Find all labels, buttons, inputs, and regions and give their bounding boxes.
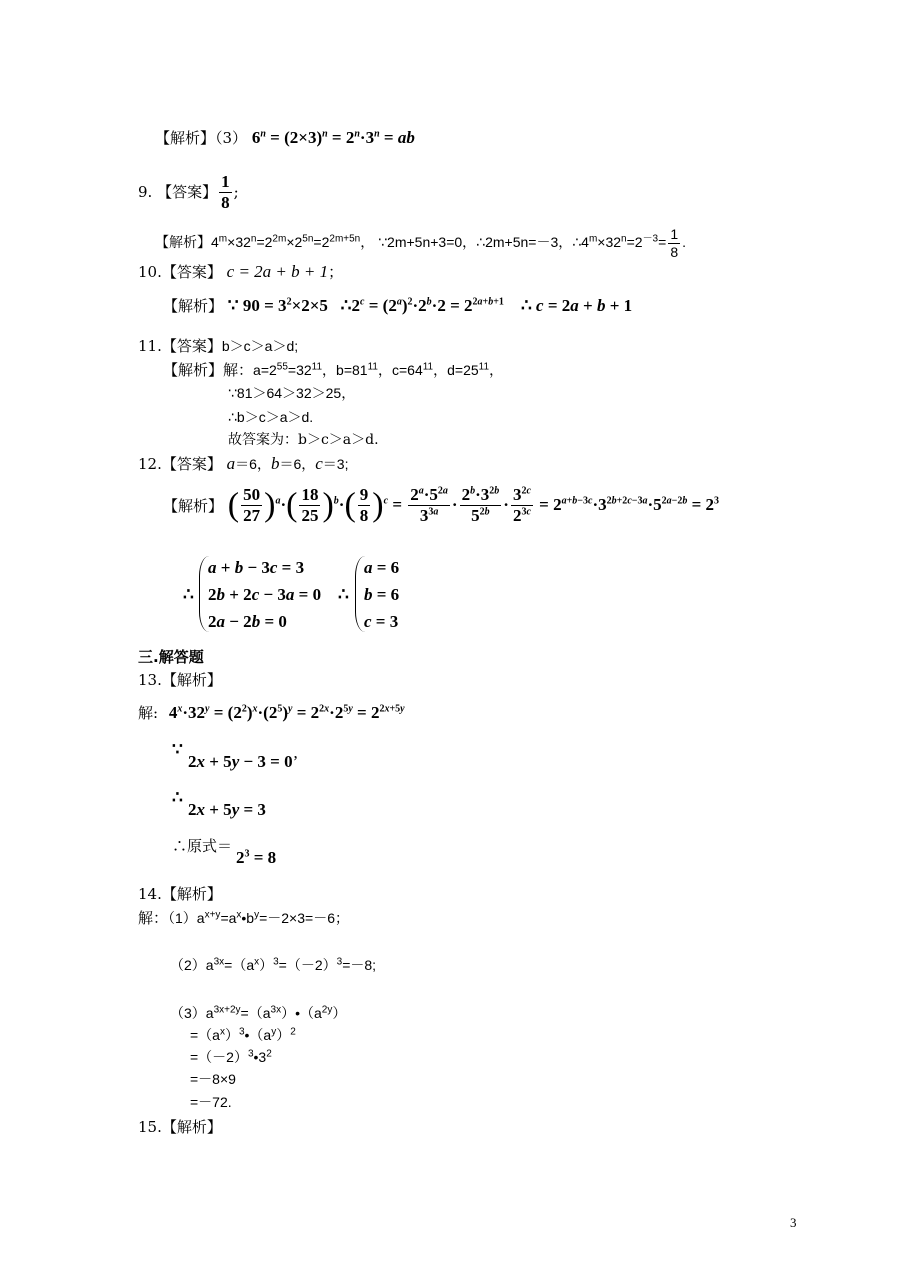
q13-number: 13. — [138, 671, 162, 689]
q11-analysis-label: 【解析】 — [163, 361, 224, 379]
q15-analysis-label: 【解析】 — [161, 1118, 222, 1136]
page-number: 3 — [790, 1215, 797, 1230]
q8-formula: $6^n = (2\times 3)^n = 2^n\cdot 3^n$ = ab — [251, 128, 415, 147]
q10-analysis-label: 【解析】 — [163, 297, 224, 315]
q14-part3-line3: $=(-2)^3•3^2$ — [190, 1048, 272, 1065]
q12-analysis-line — [163, 485, 719, 527]
q10-analysis-formula: ∵ $90 = 3^2\times 2\times 5$ $\therefore 2^c = (2^a)^2\cdot 2^b\cdot 2 = 2^{2a+b+1}$ ∴ c = 2a + b + 1 — [227, 296, 633, 315]
q14-number: 14. — [138, 885, 162, 903]
q11-analysis-line3: ∴b＞c＞a＞d. — [228, 409, 314, 425]
q10-answer: c = 2a + b + 1 — [226, 262, 329, 281]
q10-semicolon: ； — [328, 263, 344, 281]
q8-analysis-label: 【解析】 — [155, 129, 216, 147]
q13-result: $2^3 = 8$ — [236, 848, 277, 867]
q12-system2-eq2: b = 6 — [364, 585, 400, 604]
q12-system1-eq3: 2a − 2b = 0 — [208, 612, 287, 631]
q9-analysis-label: 【解析】 — [155, 235, 211, 251]
q12-system2-eq3: c = 3 — [364, 612, 399, 631]
q12-number: 12. — [138, 455, 162, 473]
q14-part3-line5: =－72. — [190, 1094, 232, 1110]
q12-therefore-1: ∴ — [183, 585, 194, 604]
q11-answer: b＞c＞a＞d; — [221, 338, 299, 354]
q15-header — [138, 1118, 222, 1136]
q14-analysis-label: 【解析】 — [161, 885, 222, 903]
q10-number: 10. — [138, 263, 162, 281]
q13-therefore: ∴ — [172, 788, 183, 807]
q13-because: ∵ — [172, 740, 183, 759]
q12-answer: a — [226, 454, 236, 473]
q12-therefore-2: ∴ — [338, 585, 349, 604]
q12-answer-line: 12.【答案】 a＝6，b＝6，c＝3; — [138, 454, 349, 473]
q12-system1-eq1: a + b − 3c = 3 — [208, 558, 305, 577]
q10-analysis-line — [163, 296, 632, 316]
q13-result-label: ∴原式＝ — [172, 837, 233, 855]
q11-number: 11. — [138, 337, 162, 355]
q9-semicolon: ; — [233, 182, 239, 201]
q9-number: 9. — [138, 182, 153, 201]
q9-answer-label: 【答案】 — [157, 182, 218, 201]
q13-solution-prefix: 解: — [138, 704, 159, 722]
q14-header — [138, 885, 222, 903]
q14-part2: $(2)a^{3x}=(a^x)^3=(-2)^3=-8$; — [170, 956, 377, 973]
q14-part3-line4: =－8×9 — [190, 1071, 236, 1087]
q14-part3-line2: $=(a^x)^3•(a^y)^2$ — [190, 1026, 296, 1043]
q11-analysis-line2: ∵81＞64＞32＞25， — [228, 385, 356, 401]
q9-answer-line — [138, 172, 239, 214]
q13-line1 — [138, 703, 405, 723]
q11-values: $a=2^{55}=32^{11}$，$b=81^{11}$，$c=64^{11}$，$d=25^{11}$， — [253, 361, 504, 378]
q9-analysis-line — [155, 226, 686, 261]
q11-answer-label: 【答案】 — [161, 337, 222, 355]
q8-analysis-line — [155, 128, 415, 148]
q13-formula3: 2x + 5y = 3 — [188, 800, 266, 819]
q13-header — [138, 671, 222, 689]
q12-answer-label: 【答案】 — [161, 455, 222, 473]
section-3-title: 三.解答题 — [138, 648, 204, 666]
q11-analysis-line4: 故答案为：b＞c＞a＞d. — [228, 432, 379, 448]
q14-part3-line1: $(3)a^{3x+2y}=(a^{3x})•(a^{2y})$ — [170, 1004, 347, 1021]
q11-analysis-line1 — [163, 361, 503, 379]
q12-system1-eq2: 2b + 2c − 3a = 0 — [208, 585, 322, 604]
q9-answer-fraction: $\frac{1}{8}$ — [221, 172, 230, 213]
q10-answer-line — [138, 262, 343, 282]
q13-formula1: $4^x\cdot 32^y = (2^2)^x\cdot(2^5)^y = 2^{2x}\cdot 2^{5y} = 2^{2x+5y}$ — [168, 703, 405, 722]
q14-part1-text: $(1)a^{x+y}=a^x•b^y=-2\times 3=-6$； — [168, 909, 349, 926]
q12-system2-eq1: a = 6 — [364, 558, 400, 577]
q10-answer-label: 【答案】 — [161, 263, 222, 281]
q14-part1 — [138, 909, 349, 927]
q12-analysis-formula: ( $\frac{50}{27}$ )$^a$·( $\frac{18}{25}$ )$^b$·( $\frac{9}{8}$ )$^c$ = $\frac{2^a\cdot 5^{2a}}{3^{3a}}$ · $\frac{2^b\cdot 3^{2b}}{5^{2b}}$ · $\frac{3^{2c}}{2^{3c}}$ = $2^{a+b-3c}\cdot 3^{2b+2c-3a}\cdot 5^{2a-2b} = 2^3$ — [227, 485, 720, 526]
q13-formula2: 2x + 5y − 3 = 0’ — [188, 752, 299, 771]
q8-part-number: （3） — [215, 129, 248, 147]
q11-answer-line — [138, 337, 298, 355]
q15-number: 15. — [138, 1118, 162, 1136]
q12-analysis-label: 【解析】 — [163, 496, 224, 515]
q9-analysis-text: $4^m\times 32^n=2^{2m}\times 2^{5n}=2^{2m+5n}$， ∵2m+5n+3=0，∴2m+5n=－3，$\therefore 4^m\times 32^n=2^{-3}=$ $\frac{1}{8}$ . — [211, 226, 686, 260]
q11-solution-prefix: 解： — [223, 361, 254, 379]
q13-analysis-label: 【解析】 — [161, 671, 222, 689]
q14-solution-prefix: 解： — [138, 909, 169, 927]
